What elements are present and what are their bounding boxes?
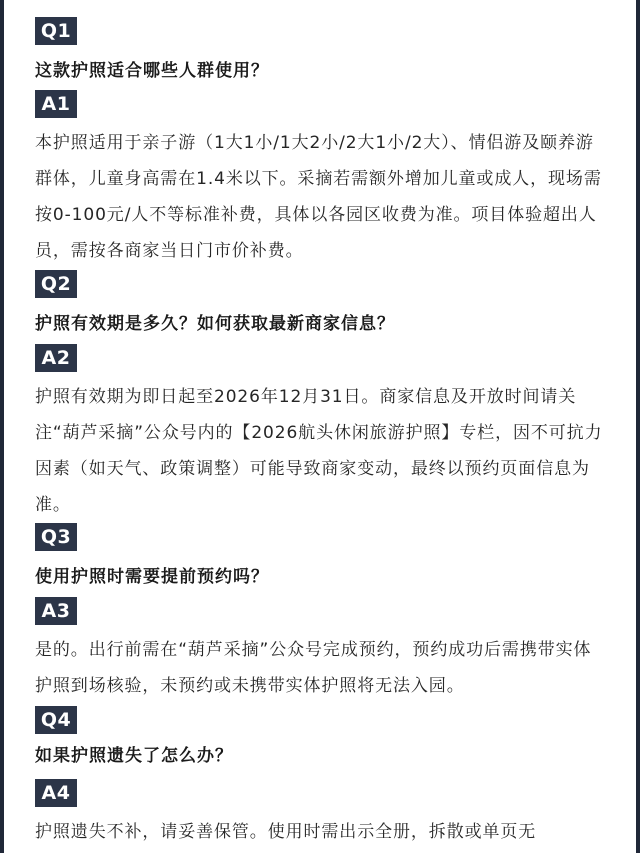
question-4: 如果护照遗失了怎么办？ <box>35 746 233 766</box>
question-badge-4: Q4 <box>35 706 77 734</box>
answer-badge-4: A4 <box>35 779 77 807</box>
answer-badge-2: A2 <box>35 344 77 372</box>
question-2: 护照有效期是多久？如何获取最新商家信息？ <box>35 314 395 334</box>
question-badge-2: Q2 <box>35 270 77 298</box>
question-badge-1: Q1 <box>35 17 77 45</box>
answer-badge-3: A3 <box>35 597 77 625</box>
answer-2: 护照有效期为即日起至2026年12月31日。商家信息及开放时间请关注“葫芦采摘”公众号内的【2026航头休闲旅游护照】专栏，因不可抗力因素（如天气、政策调整）可能导致商家变动，最终以预约页面信息为准。 <box>35 387 603 515</box>
answer-badge-1: A1 <box>35 90 77 118</box>
answer-4: 护照遗失不补，请妥善保管。使用时需出示全册，拆散或单页无 <box>35 822 537 842</box>
answer-1: 本护照适用于亲子游（1大1小/1大2小/2大1小/2大）、情侣游及颐养游群体，儿童身高需在1.4米以下。采摘若需额外增加儿童或成人，现场需按0-100元/人不等标准补费，具体以各园区收费为准。项目体验超出人员，需按各商家当日门市价补费。 <box>35 133 602 261</box>
question-badge-3: Q3 <box>35 523 77 551</box>
question-3: 使用护照时需要提前预约吗？ <box>35 567 269 587</box>
answer-3: 是的。出行前需在“葫芦采摘”公众号完成预约，预约成功后需携带实体护照到场核验，未预约或未携带实体护照将无法入园。 <box>35 640 592 696</box>
question-1: 这款护照适合哪些人群使用？ <box>35 61 269 81</box>
